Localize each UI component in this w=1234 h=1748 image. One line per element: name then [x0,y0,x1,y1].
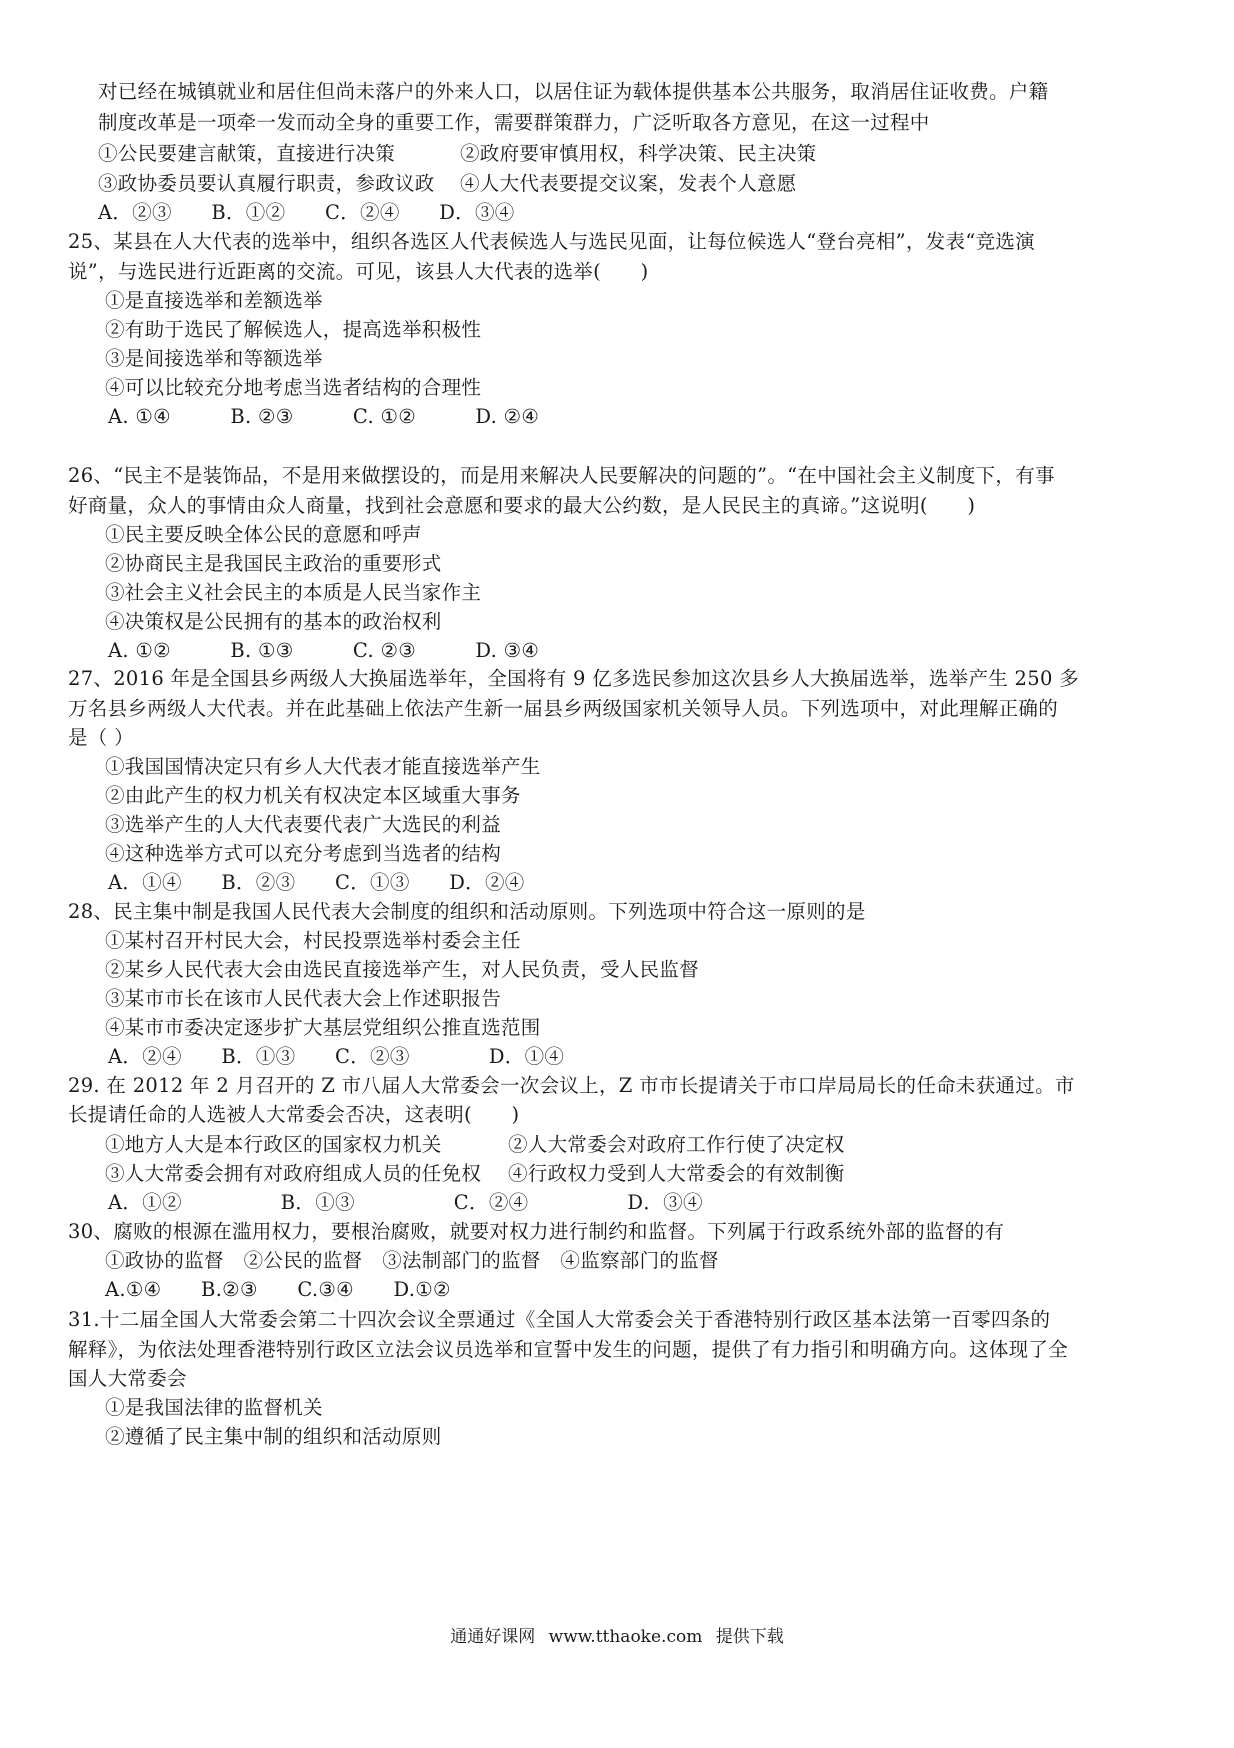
option-1: ①民主要反映全体公民的意愿和呼声 [105,523,422,546]
option-4: ④某市市委决定逐步扩大基层党组织公推直选范围 [105,1016,541,1039]
footer-url: www.tthaoke.com [548,1627,703,1647]
option-4: ④决策权是公民拥有的基本的政治权利 [105,610,442,633]
option-2: ②协商民主是我国民主政治的重要形式 [105,552,442,575]
footer-note: 提供下载 [715,1627,784,1647]
answer-choices: A．②④ B．①③ C．②③ D．①④ [108,1045,565,1068]
answer-choices: A. ①② B. ①③ C. ②③ D. ③④ [108,639,540,662]
option-3: ③是间接选举和等额选举 [105,347,323,370]
answer-choices: A. ①④ B. ②③ C. ①② D. ②④ [108,405,540,428]
answer-choices: A．①② B．①③ C．②④ D．③④ [108,1191,703,1214]
option-4: ④人大代表要提交议案，发表个人意愿 [460,172,797,195]
question-28: 28、民主集中制是我国人民代表大会制度的组织和活动原则。下列选项中符合这一原则的是 [68,900,866,923]
option-3: ③某市市长在该市人民代表大会上作述职报告 [105,987,502,1010]
option-1: ①是直接选举和差额选举 [105,289,323,312]
question-25: 25、某县在人大代表的选举中，组织各选区人代表候选人与选民见面，让每位候选人“登台亮相”，发表“竞选演 [68,230,1036,253]
option-2: ②由此产生的权力机关有权决定本区域重大事务 [105,784,521,807]
option-1: ①地方人大是本行政区的国家权力机关 [105,1133,442,1156]
text-line: 国人大常委会 [68,1367,187,1390]
option-3: ③人大常委会拥有对政府组成人员的任免权 [105,1162,482,1185]
option-1: ①某村召开村民大会，村民投票选举村委会主任 [105,929,521,952]
text-line: 说”，与选民进行近距离的交流。可见，该县人大代表的选举( ) [68,260,649,283]
answer-choices: A.①④ B.②③ C.③④ D.①② [105,1278,451,1301]
text-line: 解释》，为依法处理香港特别行政区立法会议员选举和宣誓中发生的问题，提供了有力指引和明确方向。这体现了全 [68,1338,1069,1361]
option-4: ④可以比较充分地考虑当选者结构的合理性 [105,376,482,399]
question-26: 26、“民主不是装饰品，不是用来做摆设的，而是用来解决人民要解决的问题的”。“在中国社会主义制度下，有事 [68,464,1055,487]
text-line: 好商量，众人的事情由众人商量，找到社会意愿和要求的最大公约数，是人民民主的真谛。”这说明( ) [68,494,976,517]
answer-choices: A．②③ B．①② C．②④ D．③④ [98,201,515,224]
option-2: ②某乡人民代表大会由选民直接选举产生，对人民负责，受人民监督 [105,958,700,981]
answer-choices: A．①④ B．②③ C．①③ D．②④ [108,871,525,894]
option-2: ②人大常委会对政府工作行使了决定权 [508,1133,845,1156]
option-3: ③政协委员要认真履行职责，参政议政 [98,172,435,195]
text-line: 长提请任命的人选被人大常委会否决，这表明( ) [68,1103,520,1126]
option-1: ①是我国法律的监督机关 [105,1396,323,1419]
footer-site-name: 通通好课网 [450,1627,536,1647]
question-27: 27、2016 年是全国县乡两级人大换届选举年，全国将有 9 亿多选民参加这次县乡人大换届选举，选举产生 250 多 [68,667,1079,690]
text-line: 是（ ） [68,726,134,749]
option-2: ②政府要审慎用权，科学决策、民主决策 [460,142,817,165]
page-footer [0,1626,1234,1648]
option-4: ④行政权力受到人大常委会的有效制衡 [508,1162,845,1185]
option-4: ④这种选举方式可以充分考虑到当选者的结构 [105,842,502,865]
question-29: 29. 在 2012 年 2 月召开的 Z 市八届人大常委会一次会议上，Z 市市长提请关于市口岸局局长的任命未获通过。市 [68,1074,1075,1097]
text-line: 制度改革是一项牵一发而动全身的重要工作，需要群策群力，广泛听取各方意见，在这一过程中 [98,111,930,134]
text-line: 万名县乡两级人大代表。并在此基础上依法产生新一届县乡两级国家机关领导人员。下列选项中，对此理解正确的 [68,697,1059,720]
option-1: ①我国国情决定只有乡人大代表才能直接选举产生 [105,755,541,778]
option-3: ③选举产生的人大代表要代表广大选民的利益 [105,813,502,836]
option-1: ①公民要建言献策，直接进行决策 [98,142,396,165]
option-2: ②遵循了民主集中制的组织和活动原则 [105,1425,442,1448]
question-30: 30、腐败的根源在滥用权力，要根治腐败，就要对权力进行制约和监督。下列属于行政系统外部的监督的有 [68,1220,1005,1243]
text-line: 对已经在城镇就业和居住但尚未落户的外来人口，以居住证为载体提供基本公共服务，取消居住证收费。户籍 [98,80,1049,103]
question-31: 31.十二届全国人大常委会第二十四次会议全票通过《全国人大常委会关于香港特别行政区基本法第一百零四条的 [68,1308,1051,1331]
option-2: ②有助于选民了解候选人，提高选举积极性 [105,318,482,341]
option-3: ③社会主义社会民主的本质是人民当家作主 [105,581,482,604]
options-inline: ①政协的监督 ②公民的监督 ③法制部门的监督 ④监察部门的监督 [105,1249,719,1272]
